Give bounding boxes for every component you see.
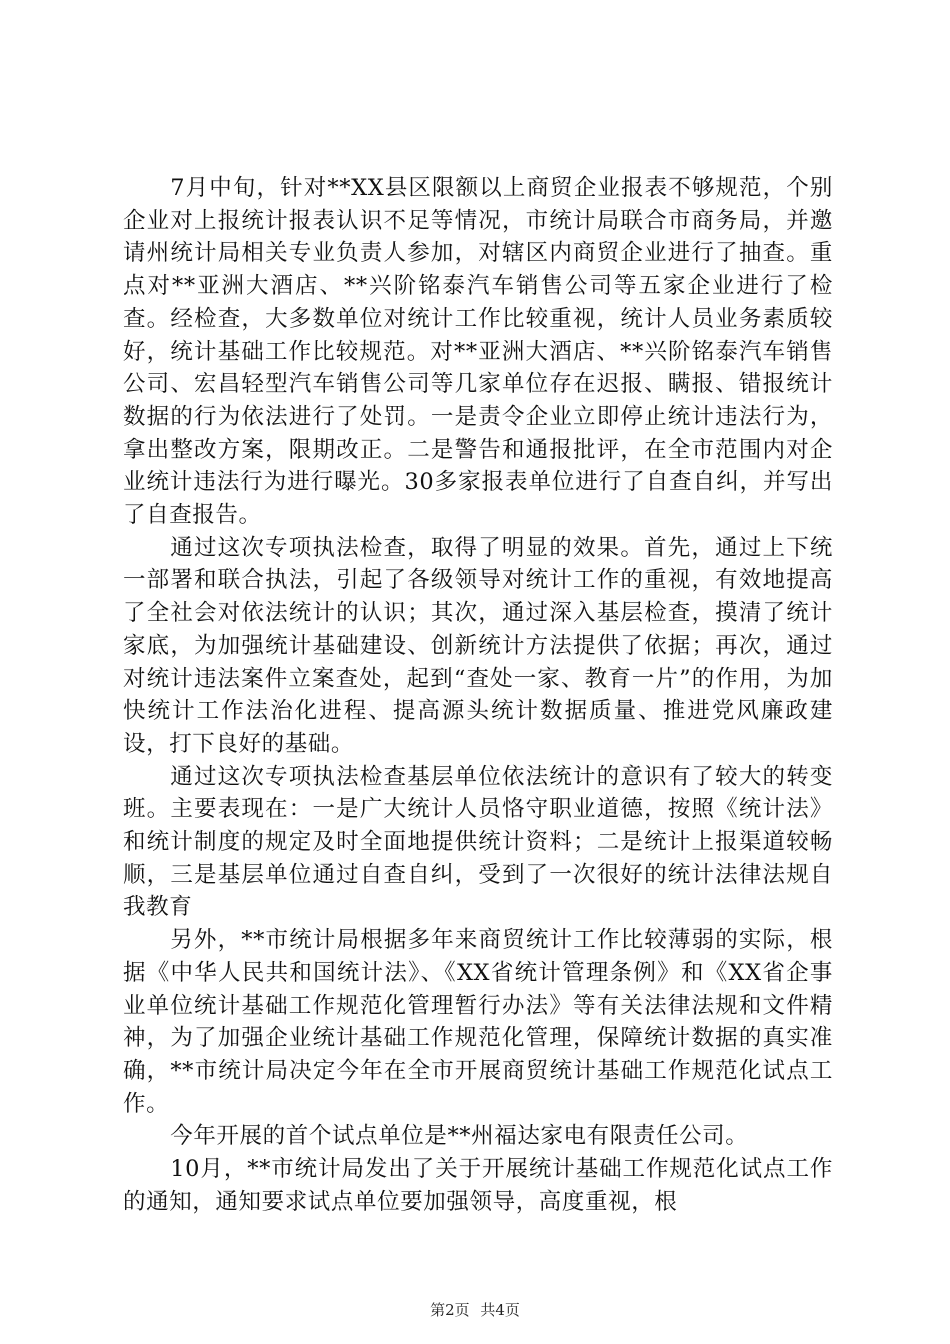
paragraph: 10月，**市统计局发出了关于开展统计基础工作规范化试点工作的通知，通知要求试点单位要加强领导，高度重视，根: [123, 1156, 833, 1215]
page-footer: [0, 1300, 950, 1320]
document-body: [123, 172, 833, 1219]
paragraph: 通过这次专项执法检查，取得了明显的效果。首先，通过上下统一部署和联合执法，引起了各级领导对统计工作的重视，有效地提高了全社会对依法统计的认识；其次，通过深入基层检查，摸清了统计家底，为加强统计基础建设、创新统计方法提供了依据；再次，通过对统计违法案件立案查处，起到“查处一家、教育一片”的作用，为加快统计工作法治化进程、提高源头统计数据质量、推进党风廉政建设，打下良好的基础。: [123, 534, 833, 757]
paragraph: 7月中旬，针对**XX县区限额以上商贸企业报表不够规范，个别企业对上报统计报表认识不足等情况，市统计局联合市商务局，并邀请州统计局相关专业负责人参加，对辖区内商贸企业进行了抽查。重点对**亚洲大酒店、**兴阶铭泰汽车销售公司等五家企业进行了检查。经检查，大多数单位对统计工作比较重视，统计人员业务素质较好，统计基础工作比较规范。对**亚洲大酒店、**兴阶铭泰汽车销售公司、宏昌轻型汽车销售公司等几家单位存在迟报、瞒报、错报统计数据的行为依法进行了处罚。一是责令企业立即停止统计违法行为，拿出整改方案，限期改正。二是警告和通报批评，在全市范围内对企业统计违法行为进行曝光。30多家报表单位进行了自查自纠，并写出了自查报告。: [123, 175, 833, 529]
paragraph: 通过这次专项执法检查基层单位依法统计的意识有了较大的转变班。主要表现在：一是广大统计人员恪守职业道德，按照《统计法》和统计制度的规定及时全面地提供统计资料；二是统计上报渠道较畅顺，三是基层单位通过自查自纠，受到了一次很好的统计法律法规自我教育: [123, 763, 833, 921]
paragraph: 今年开展的首个试点单位是**州福达家电有限责任公司。: [170, 1123, 749, 1150]
page-total: 共4页: [480, 1301, 520, 1319]
paragraph: 另外，**市统计局根据多年来商贸统计工作比较薄弱的实际，根据《中华人民共和国统计法》、《XX省统计管理条例》和《XX省企事业单位统计基础工作规范化管理暂行办法》等有关法律法规和文件精神，为了加强企业统计基础工作规范化管理，保障统计数据的真实准确，**市统计局决定今年在全市开展商贸统计基础工作规范化试点工作。: [123, 927, 833, 1117]
page-number: 第2页: [430, 1301, 470, 1319]
